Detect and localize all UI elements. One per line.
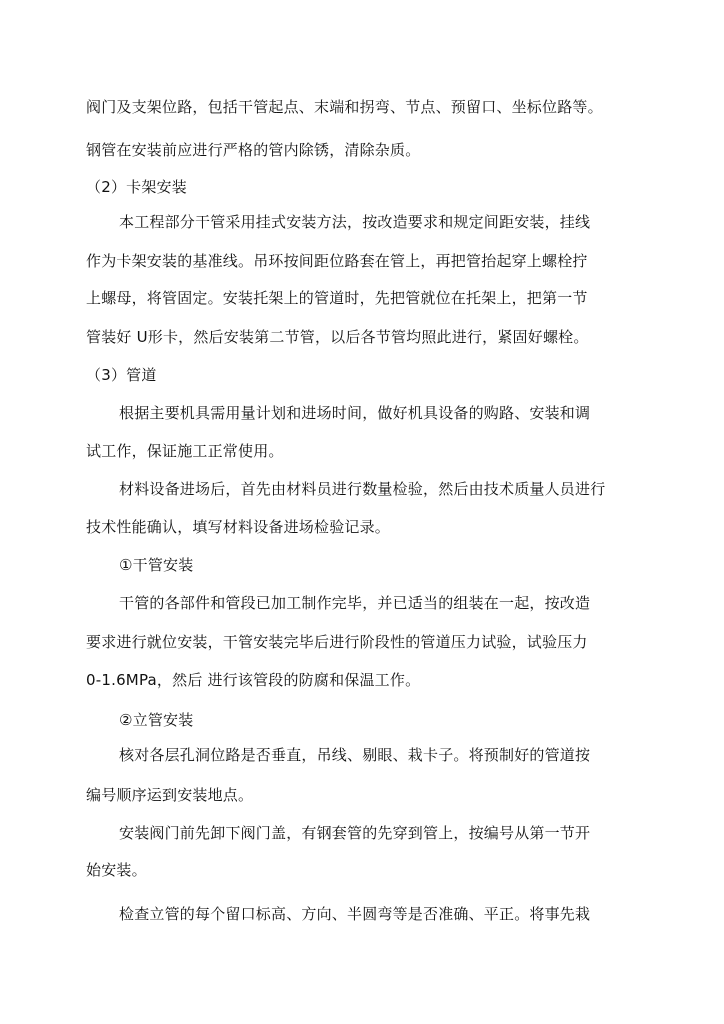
- text-line-4: 本工程部分干管采用挂式安装方法，按改造要求和规定间距安装，挂线: [119, 213, 591, 231]
- section-heading-2: （2）卡架安装: [86, 178, 187, 196]
- text-line-22: 检查立管的每个留口标高、方向、半圆弯等是否准确、平正。将事先栽: [119, 905, 591, 923]
- text-line-18: 核对各层孔洞位路是否垂直，吊线、剔眼、栽卡子。将预制好的管道按: [119, 746, 591, 764]
- text-line-10: 试工作，保证施工正常使用。: [86, 442, 284, 460]
- text-line-7: 管装好 U形卡，然后安装第二节管，以后各节管均照此进行，紧固好螺栓。: [86, 328, 589, 346]
- text-line-14: 干管的各部件和管段已加工制作完毕，并已适当的组装在一起，按改造: [119, 594, 591, 612]
- text-line-6: 上螺母，将管固定。安装托架上的管道时，先把管就位在托架上，把第一节: [86, 289, 588, 307]
- text-line-12: 技术性能确认，填写材料设备进场检验记录。: [86, 518, 391, 536]
- text-line-16: 0-1.6MPa，然后 进行该管段的防腐和保温工作。: [86, 671, 421, 689]
- text-line-9: 根据主要机具需用量计划和进场时间，做好机具设备的购路、安装和调: [119, 404, 591, 422]
- subheading-trunk-pipe: ①干管安装: [119, 556, 194, 574]
- section-heading-3: （3）管道: [86, 366, 157, 384]
- text-line-11: 材料设备进场后，首先由材料员进行数量检验，然后由技术质量人员进行: [119, 480, 606, 498]
- text-line-21: 始安装。: [86, 861, 147, 879]
- text-line-2: 钢管在安装前应进行严格的管内除锈，清除杂质。: [86, 141, 421, 159]
- text-line-19: 编号顺序运到安装地点。: [86, 786, 254, 804]
- text-line-5: 作为卡架安装的基准线。吊环按间距位路套在管上，再把管抬起穿上螺栓拧: [86, 252, 588, 270]
- text-line-15: 要求进行就位安装，干管安装完毕后进行阶段性的管道压力试验，试验压力: [86, 633, 588, 651]
- subheading-riser-pipe: ②立管安装: [119, 711, 194, 729]
- text-line-1: 阀门及支架位路，包括干管起点、末端和拐弯、节点、预留口、坐标位路等。: [86, 98, 603, 116]
- text-line-20: 安装阀门前先卸下阀门盖，有钢套管的先穿到管上，按编号从第一节开: [119, 824, 591, 842]
